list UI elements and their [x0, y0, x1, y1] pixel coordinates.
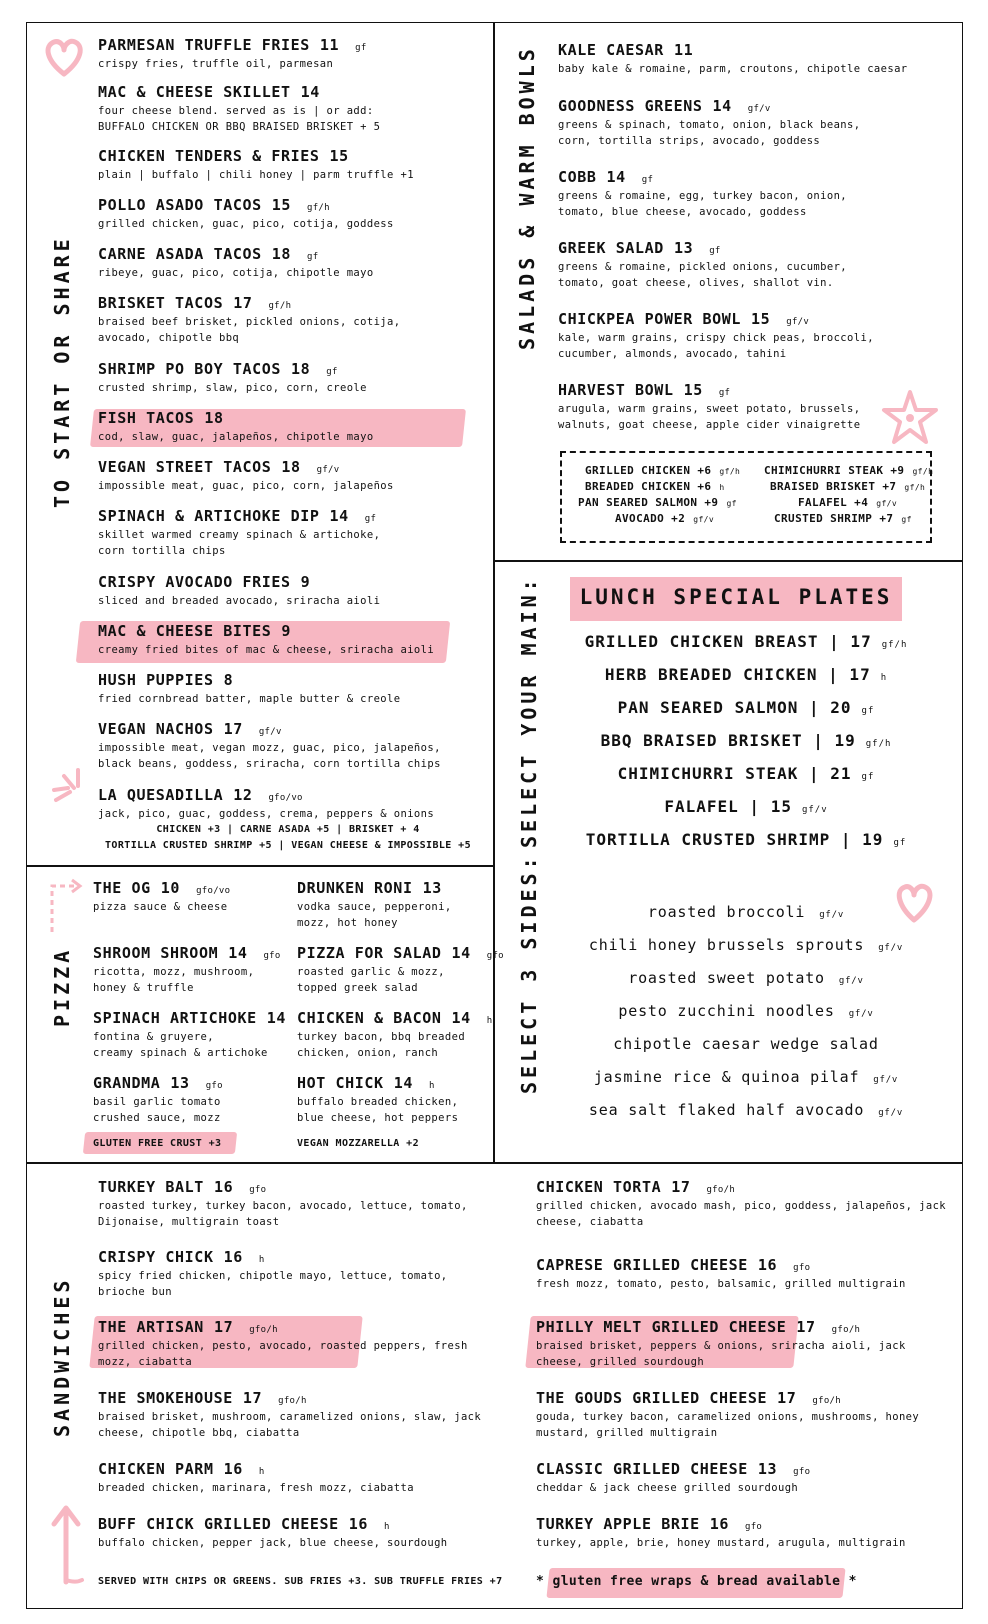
item-name: THE SMOKEHOUSE: [98, 1389, 233, 1407]
menu-item: [98, 573, 380, 609]
heart-icon: [42, 34, 86, 78]
menu-item: [558, 239, 847, 291]
item-description: impossible meat, vegan mozz, guac, pico, jalapeños, black beans, goddess, sriracha, corn tortilla chips: [98, 742, 441, 770]
item-name: GREEK SALAD: [558, 239, 664, 257]
menu-item: [98, 245, 374, 281]
item-description: spicy fried chicken, chipotle mayo, lettuce, tomato, brioche bun: [98, 1270, 448, 1298]
item-price: 16: [223, 1248, 243, 1266]
menu-item: [536, 1256, 906, 1292]
diet-tag: gf/v: [801, 805, 828, 815]
diet-tag: h: [486, 1016, 493, 1026]
item-price: 17: [796, 1318, 816, 1336]
menu-item: [536, 1178, 946, 1230]
addon-item: [798, 496, 897, 509]
addon-label: CHIMICHURRI STEAK +9: [764, 464, 905, 477]
gluten-free-crust-note: GLUTEN FREE CRUST +3: [93, 1138, 222, 1149]
item-price: 17: [242, 1389, 263, 1407]
vegan-mozzarella-note: VEGAN MOZZARELLA +2: [297, 1138, 419, 1149]
addon-label: FALAFEL +4: [798, 496, 869, 509]
side-option: [556, 1068, 936, 1086]
item-name: BRISKET TACOS: [98, 294, 224, 312]
diet-tag: gfo: [249, 1185, 267, 1195]
item-description: braised brisket, peppers & onions, sriracha aioli, jack cheese, grilled sourdough: [536, 1340, 906, 1368]
diet-tag: gf/v: [747, 104, 771, 114]
menu-item: [558, 381, 860, 433]
item-name: CHICKEN TENDERS & FRIES: [98, 147, 320, 165]
diet-tag: gfo/h: [812, 1396, 841, 1406]
addon-label: AVOCADO +2: [615, 512, 686, 525]
item-price: 14: [266, 1009, 286, 1027]
menu-item: [297, 944, 504, 996]
diet-tag: gf: [709, 246, 721, 256]
item-price: 9: [300, 573, 311, 591]
main-option: [556, 797, 936, 816]
diet-tag: gf: [861, 706, 875, 716]
diet-tag: gf/v: [819, 910, 845, 920]
diet-tag: gfo/vo: [268, 793, 303, 803]
side-label: roasted sweet potato: [628, 969, 825, 987]
item-price: 15: [271, 196, 291, 214]
item-price: 15: [683, 381, 703, 399]
item-name: CAPRESE GRILLED CHEESE: [536, 1256, 748, 1274]
item-name: VEGAN STREET TACOS: [98, 458, 272, 476]
menu-item: [98, 622, 434, 658]
diet-tag: gfo/vo: [196, 886, 231, 896]
item-name: FISH TACOS: [98, 409, 195, 427]
side-label: chipotle caesar wedge salad: [613, 1035, 879, 1053]
item-price: 11: [319, 36, 340, 54]
menu-item: [558, 168, 847, 220]
arrow-icon: [46, 876, 86, 936]
diet-tag: gfo/h: [706, 1185, 736, 1195]
sandwich-sides-note: SERVED WITH CHIPS OR GREENS. SUB FRIES +3. SUB TRUFFLE FRIES +7: [98, 1576, 503, 1587]
side-label: sea salt flaked half avocado: [588, 1101, 865, 1119]
item-description: creamy fried bites of mac & cheese, sriracha aioli: [98, 644, 435, 656]
item-description: crispy fries, truffle oil, parmesan: [98, 58, 334, 70]
item-price: 16: [348, 1515, 369, 1533]
item-name: SHRIMP PO BOY TACOS: [98, 360, 281, 378]
diet-tag: gf/h: [719, 467, 741, 476]
addon-item: [615, 512, 714, 525]
item-description: braised beef brisket, pickled onions, cotija, avocado, chipotle bbq: [98, 316, 401, 344]
item-description: greens & romaine, pickled onions, cucumber, tomato, goat cheese, olives, shallot vin.: [558, 261, 848, 289]
item-name: COBB: [558, 168, 597, 186]
item-name: VEGAN NACHOS: [98, 720, 214, 738]
main-option: [556, 764, 936, 783]
addon-item: [764, 464, 933, 477]
menu-item: [558, 41, 908, 77]
main-label: TORTILLA CRUSTED SHRIMP | 19: [585, 830, 884, 849]
side-label: chili honey brussels sprouts: [588, 936, 865, 954]
diet-tag: gf: [641, 175, 654, 185]
diet-tag: h: [880, 673, 888, 683]
item-price: 14: [393, 1074, 413, 1092]
divider-horizontal-salads: [494, 560, 963, 562]
item-description: braised brisket, mushroom, caramelized onions, slaw, jack cheese, chipotle bbq, ciabatta: [98, 1411, 482, 1439]
diet-tag: gf/h: [268, 301, 292, 311]
diet-tag: gf: [307, 252, 319, 262]
diet-tag: gf: [901, 515, 912, 524]
item-name: TURKEY BALT: [98, 1178, 204, 1196]
item-price: 14: [300, 83, 320, 101]
diet-tag: gf/v: [873, 1075, 899, 1085]
menu-item: [536, 1389, 919, 1441]
item-description: grilled chicken, pesto, avocado, roasted peppers, fresh mozz, ciabatta: [98, 1340, 468, 1368]
diet-tag: h: [384, 1522, 390, 1532]
addon-item: [585, 480, 725, 493]
diet-tag: h: [428, 1081, 435, 1091]
addon-label: BREADED CHICKEN +6: [585, 480, 712, 493]
item-name: CHICKPEA POWER BOWL: [558, 310, 741, 328]
item-name: CARNE ASADA TACOS: [98, 245, 262, 263]
diet-tag: gfo/h: [278, 1396, 307, 1406]
item-name: CRISPY AVOCADO FRIES: [98, 573, 291, 591]
item-price: 16: [223, 1460, 243, 1478]
main-option: [556, 698, 936, 717]
item-price: 12: [233, 786, 253, 804]
item-price: 14: [451, 944, 471, 962]
item-price: 17: [777, 1389, 797, 1407]
item-description: grilled chicken, avocado mash, pico, goddess, jalapeños, jack cheese, ciabatta: [536, 1200, 947, 1228]
diet-tag: gf/v: [838, 976, 864, 986]
note-star: *: [848, 1574, 857, 1589]
diet-tag: gf: [355, 43, 367, 53]
diet-tag: gf: [326, 367, 338, 377]
main-option: [556, 665, 936, 684]
addon-item: [774, 512, 912, 525]
item-price: 14: [228, 944, 248, 962]
menu-item: [98, 1248, 448, 1300]
item-description: breaded chicken, marinara, fresh mozz, ciabatta: [98, 1482, 414, 1494]
item-name: CHICKEN & BACON: [297, 1009, 442, 1027]
heart-icon: [892, 878, 936, 924]
item-name: HARVEST BOWL: [558, 381, 674, 399]
item-description: arugula, warm grains, sweet potato, brussels, walnuts, goat cheese, apple cider vinaigrette: [558, 403, 861, 431]
item-description: plain | buffalo | chili honey | parm truffle +1: [98, 169, 414, 181]
item-description: fontina & gruyere, creamy spinach & artichoke: [93, 1031, 268, 1059]
diet-tag: gf: [726, 499, 737, 508]
lunch-title: LUNCH SPECIAL PLATES: [579, 585, 893, 609]
diet-tag: gfo: [793, 1467, 811, 1477]
menu-item: [98, 671, 400, 707]
item-name: CHICKEN PARM: [98, 1460, 214, 1478]
main-option: [556, 830, 936, 849]
item-name: KALE CAESAR: [558, 41, 664, 59]
item-name: PIZZA FOR SALAD: [297, 944, 442, 962]
item-description: vodka sauce, pepperoni, mozz, hot honey: [297, 901, 452, 929]
item-description: cod, slaw, guac, jalapeños, chipotle mayo: [98, 431, 374, 443]
diet-tag: gf/v: [316, 465, 340, 475]
item-name: SPINACH & ARTICHOKE DIP: [98, 507, 320, 525]
item-description: buffalo breaded chicken, blue cheese, hot peppers: [297, 1096, 459, 1124]
addon-item: [585, 464, 740, 477]
menu-item: [98, 786, 478, 854]
item-name: BUFF CHICK GRILLED CHEESE: [98, 1515, 339, 1533]
menu-item: [536, 1460, 810, 1496]
diet-tag: gfo: [793, 1263, 811, 1273]
side-option: [556, 1101, 936, 1119]
item-name: CHICKEN TORTA: [536, 1178, 662, 1196]
item-price: 14: [451, 1009, 471, 1027]
note-text: gluten free wraps & bread available: [552, 1574, 841, 1589]
diet-tag: gf/v: [878, 943, 904, 953]
addon-item: [578, 496, 737, 509]
diet-tag: gf/v: [878, 1108, 904, 1118]
section-label-start: TO START OR SHARE: [50, 235, 74, 508]
addon-label: GRILLED CHICKEN +6: [585, 464, 712, 477]
section-label-main: SELECT YOUR MAIN:: [517, 575, 541, 848]
side-label: roasted broccoli: [647, 903, 806, 921]
diet-tag: gf/h: [912, 467, 934, 476]
diet-tag: gfo: [486, 951, 504, 961]
menu-item: [558, 310, 874, 362]
item-description: turkey, apple, brie, honey mustard, arugula, multigrain: [536, 1537, 906, 1549]
item-price: 15: [750, 310, 771, 328]
diet-tag: gf/v: [876, 499, 898, 508]
main-label: GRILLED CHICKEN BREAST | 17: [584, 632, 872, 651]
item-price: 13: [757, 1460, 778, 1478]
item-price: 13: [170, 1074, 190, 1092]
menu-item: [98, 1389, 481, 1441]
item-name: THE ARTISAN: [98, 1318, 204, 1336]
section-label-salads: SALADS & WARM BOWLS: [515, 45, 539, 350]
item-name: MAC & CHEESE SKILLET: [98, 83, 291, 101]
item-price: 18: [204, 409, 224, 427]
diet-tag: gfo: [745, 1522, 763, 1532]
diet-tag: gfo/h: [249, 1325, 278, 1335]
item-description: cheddar & jack cheese grilled sourdough: [536, 1482, 799, 1494]
item-description: crusted shrimp, slaw, pico, corn, creole: [98, 382, 367, 394]
item-description: ribeye, guac, pico, cotija, chipotle mayo: [98, 267, 374, 279]
item-name: SHROOM SHROOM: [93, 944, 219, 962]
item-name: TURKEY APPLE BRIE: [536, 1515, 700, 1533]
item-description: kale, warm grains, crispy chick peas, broccoli, cucumber, almonds, avocado, tahini: [558, 332, 874, 360]
item-price: 16: [757, 1256, 778, 1274]
item-description: fried cornbread batter, maple butter & creole: [98, 693, 401, 705]
diet-tag: gf/h: [865, 739, 892, 749]
menu-item: [98, 1318, 468, 1370]
menu-item: [98, 409, 374, 445]
up-arrow-icon: [48, 1502, 88, 1586]
diet-tag: gf/v: [786, 317, 810, 327]
item-description: greens & romaine, egg, turkey bacon, onion, tomato, blue cheese, avocado, goddess: [558, 190, 848, 218]
menu-item: [98, 1460, 414, 1496]
diet-tag: h: [258, 1467, 265, 1477]
item-name: CLASSIC GRILLED CHEESE: [536, 1460, 748, 1478]
item-description: jack, pico, guac, goddess, crema, peppers & onions: [98, 808, 435, 820]
item-price: 14: [606, 168, 626, 186]
item-price: 16: [709, 1515, 729, 1533]
item-name: SPINACH ARTICHOKE: [93, 1009, 257, 1027]
menu-item: [98, 294, 400, 346]
item-description: fresh mozz, tomato, pesto, balsamic, grilled multigrain: [536, 1278, 906, 1290]
side-option: [556, 903, 936, 921]
item-price: 17: [671, 1178, 691, 1196]
divider-horizontal-sandwiches: [26, 1162, 963, 1164]
item-price: 16: [213, 1178, 234, 1196]
diet-tag: gf: [861, 772, 875, 782]
item-name: DRUNKEN RONI: [297, 879, 413, 897]
item-description: skillet warmed creamy spinach & artichoke, corn tortilla chips: [98, 529, 381, 557]
item-name: POLLO ASADO TACOS: [98, 196, 262, 214]
main-option: [556, 632, 936, 651]
item-name: LA QUESADILLA: [98, 786, 224, 804]
item-price: 17: [223, 720, 243, 738]
menu-item: [98, 83, 380, 135]
menu-item: [98, 720, 441, 772]
gluten-free-note: [536, 1574, 857, 1589]
item-price: 8: [223, 671, 234, 689]
item-description: impossible meat, guac, pico, corn, jalapeños: [98, 480, 394, 492]
addon-label: BRAISED BRISKET +7: [770, 480, 897, 493]
addon-item: [770, 480, 925, 493]
item-price: 15: [329, 147, 349, 165]
main-label: FALAFEL | 15: [664, 797, 792, 816]
item-name: MAC & CHEESE BITES: [98, 622, 272, 640]
item-description: ricotta, mozz, mushroom, honey & truffle: [93, 966, 255, 994]
item-price: 17: [213, 1318, 234, 1336]
section-label-pizza: PIZZA: [50, 946, 74, 1027]
item-name: HUSH PUPPIES: [98, 671, 214, 689]
item-description: roasted garlic & mozz, topped greek salad: [297, 966, 445, 994]
diet-tag: h: [719, 483, 725, 492]
item-description: grilled chicken, guac, pico, cotija, goddess: [98, 218, 394, 230]
menu-item: [93, 1009, 286, 1061]
item-name: GRANDMA: [93, 1074, 161, 1092]
main-option: [556, 731, 936, 750]
divider-horizontal-starters: [26, 865, 494, 867]
main-label: BBQ BRAISED BRISKET | 19: [600, 731, 856, 750]
diet-tag: gf/v: [848, 1009, 874, 1019]
main-label: CHIMICHURRI STEAK | 21: [617, 764, 852, 783]
item-description: sliced and breaded avocado, sriracha aioli: [98, 595, 381, 607]
menu-item: [98, 1178, 468, 1230]
item-price: 17: [233, 294, 253, 312]
item-price: 9: [281, 622, 291, 640]
addon-label: CRUSTED SHRIMP +7: [774, 512, 894, 525]
menu-item: [536, 1318, 906, 1370]
side-label: pesto zucchini noodles: [618, 1002, 835, 1020]
menu-item: [93, 1074, 223, 1126]
diet-tag: gf/v: [693, 515, 715, 524]
item-name: THE GOUDS GRILLED CHEESE: [536, 1389, 768, 1407]
side-option: [556, 1002, 936, 1020]
diet-tag: gf: [718, 388, 731, 398]
item-add-ons: CHICKEN +3 | CARNE ASADA +5 | BRISKET + 4 TORTILLA CRUSTED SHRIMP +5 | VEGAN CHEESE & IMPOSSIBLE +5: [105, 824, 471, 851]
diet-tag: gf: [893, 838, 907, 848]
item-description: four cheese blend. served as is | or add: BUFFALO CHICKEN OR BBQ BRAISED BRISKET + 5: [98, 105, 381, 133]
diet-tag: gf/h: [881, 640, 908, 650]
menu-item: [297, 1074, 458, 1126]
diet-tag: gf: [364, 514, 377, 524]
item-description: buffalo chicken, pepper jack, blue cheese, sourdough: [98, 1537, 448, 1549]
side-option: [556, 1035, 936, 1053]
diet-tag: gf/h: [904, 483, 926, 492]
item-description: turkey bacon, bbq breaded chicken, onion, ranch: [297, 1031, 466, 1059]
item-price: 14: [329, 507, 349, 525]
main-label: PAN SEARED SALMON | 20: [617, 698, 852, 717]
item-description: pizza sauce & cheese: [93, 901, 228, 913]
item-description: baby kale & romaine, parm, croutons, chipotle caesar: [558, 63, 908, 75]
item-name: PARMESAN TRUFFLE FRIES: [98, 36, 310, 54]
menu-item: [297, 1009, 492, 1061]
diet-tag: gf/v: [258, 727, 282, 737]
item-name: PHILLY MELT GRILLED CHEESE: [536, 1318, 787, 1336]
section-label-sides: SELECT 3 SIDES:: [517, 853, 541, 1094]
diet-tag: h: [258, 1255, 265, 1265]
menu-item: [93, 879, 230, 915]
menu-item: [98, 1515, 448, 1551]
item-price: 13: [422, 879, 442, 897]
item-price: 14: [712, 97, 732, 115]
item-name: HOT CHICK: [297, 1074, 384, 1092]
item-price: 18: [281, 458, 301, 476]
item-description: gouda, turkey bacon, caramelized onions, mushrooms, honey mustard, grilled multigrain: [536, 1411, 920, 1439]
addon-label: PAN SEARED SALMON +9: [578, 496, 719, 509]
item-name: CRISPY CHICK: [98, 1248, 214, 1266]
side-option: [556, 969, 936, 987]
menu-item: [98, 360, 367, 396]
menu-item: [558, 97, 860, 149]
star-icon: [880, 388, 940, 448]
menu-item: [536, 1515, 906, 1551]
diet-tag: gf/h: [307, 203, 330, 213]
item-name: THE OG: [93, 879, 151, 897]
sparkle-icon: [48, 764, 92, 804]
item-price: 11: [673, 41, 694, 59]
side-label: jasmine rice & quinoa pilaf: [593, 1068, 860, 1086]
main-label: HERB BREADED CHICKEN | 17: [604, 665, 871, 684]
menu-item: [98, 196, 394, 232]
item-description: greens & spinach, tomato, onion, black beans, corn, tortilla strips, avocado, goddess: [558, 119, 861, 147]
diet-tag: gfo: [263, 951, 281, 961]
item-price: 18: [290, 360, 311, 378]
section-label-sandwiches: SANDWICHES: [50, 1276, 74, 1437]
item-name: GOODNESS GREENS: [558, 97, 703, 115]
item-price: 18: [271, 245, 291, 263]
item-price: 10: [160, 879, 181, 897]
menu-item: [98, 507, 380, 559]
item-description: roasted turkey, turkey bacon, avocado, lettuce, tomato, Dijonaise, multigrain toast: [98, 1200, 468, 1228]
menu-item: [297, 879, 452, 931]
menu-item: [93, 944, 281, 996]
item-price: 13: [673, 239, 694, 257]
side-option: [556, 936, 936, 954]
menu-item: [98, 458, 394, 494]
diet-tag: gfo: [205, 1081, 223, 1091]
menu-item: [98, 147, 414, 183]
diet-tag: gfo/h: [831, 1325, 861, 1335]
note-star: *: [536, 1574, 545, 1589]
menu-item: [98, 36, 367, 72]
item-description: basil garlic tomato crushed sauce, mozz: [93, 1096, 221, 1124]
